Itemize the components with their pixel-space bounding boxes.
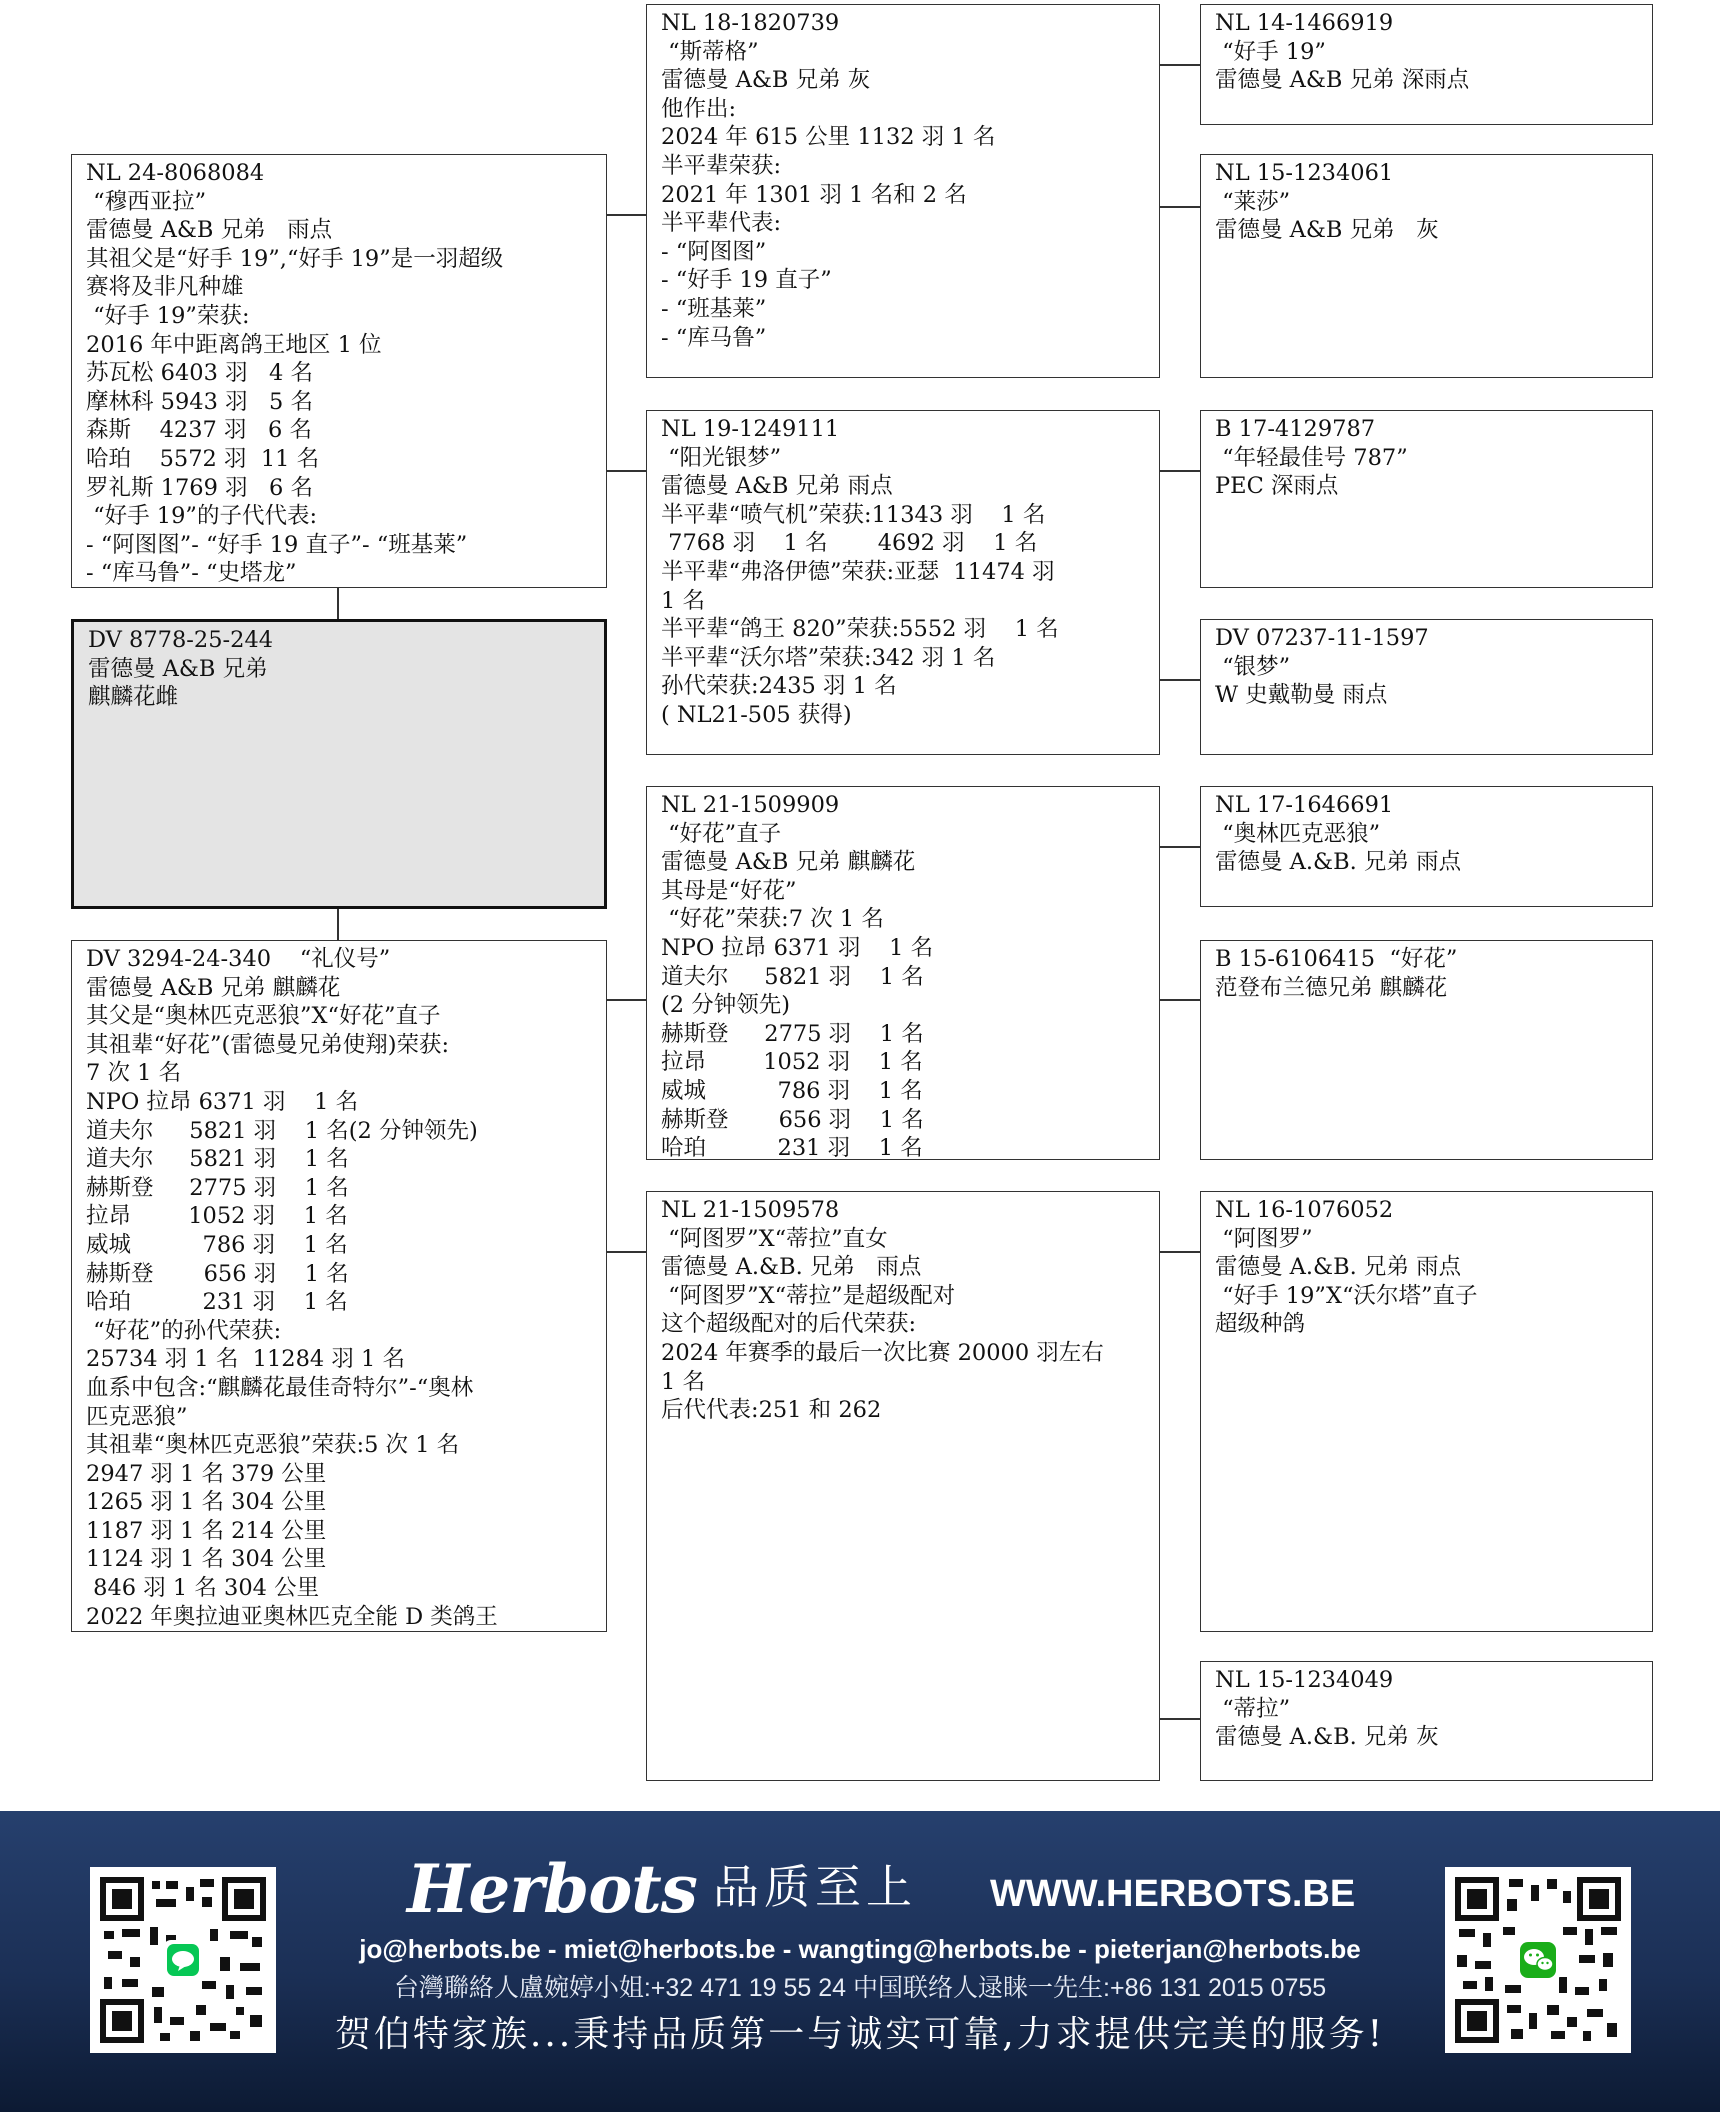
pedigree-line: 半平辈“鸽王 820”荣获:5552 羽 1 名 xyxy=(661,616,1059,643)
pedigree-line: NL 15-1234049 xyxy=(1215,1667,1394,1693)
pedigree-line: 赫斯登 656 羽 1 名 xyxy=(86,1260,349,1287)
connector-gg-1 xyxy=(1160,64,1200,66)
pedigree-line: 罗礼斯 1769 羽 6 名 xyxy=(86,474,313,501)
pedigree-line: PEC 深雨点 xyxy=(1215,473,1339,500)
pedigree-line: NL 19-1249111 xyxy=(661,416,840,442)
slogan: 品质至上 xyxy=(713,1860,917,1914)
connector-gg-7 xyxy=(1160,1251,1200,1253)
pedigree-line: ( NL21-505 获得) xyxy=(661,701,852,728)
pedigree-line: “好手 19” xyxy=(1215,38,1326,65)
pedigree-line: 道夫尔 5821 羽 1 名 xyxy=(86,1146,349,1173)
pedigree-line: 摩林科 5943 羽 5 名 xyxy=(86,388,313,415)
pedigree-line: NL 21-1509578 xyxy=(661,1197,840,1223)
qr-code-wechat[interactable] xyxy=(1445,1867,1631,2053)
great-grandparent-box-1 xyxy=(1200,4,1653,125)
great-grandparent-box-6 xyxy=(1200,940,1653,1160)
pedigree-line: “蒂拉” xyxy=(1215,1695,1291,1722)
pedigree-line: - “库马鲁” xyxy=(661,324,767,351)
pedigree-line: “好手 19”X“沃尔塔”直子 xyxy=(1215,1282,1478,1309)
pedigree-line: 威城 786 羽 1 名 xyxy=(86,1231,348,1258)
pedigree-line: (2 分钟领先) xyxy=(661,992,791,1019)
pedigree-line: “好手 19”荣获: xyxy=(86,302,250,329)
pedigree-line: B 15-6106415 “好花” xyxy=(1215,946,1458,972)
pedigree-line: W 史戴勒曼 雨点 xyxy=(1215,682,1388,709)
connector-sire-to-parents xyxy=(607,214,646,216)
connector-gg-4 xyxy=(1160,679,1200,681)
connector-gg-5 xyxy=(1160,846,1200,848)
pedigree-line: DV 8778-25-244 xyxy=(88,627,274,653)
sire-dam-box xyxy=(646,410,1160,755)
pedigree-line: 雷德曼 A.&B. 兄弟 灰 xyxy=(1215,1724,1439,1751)
connector-sire-to-parents-2 xyxy=(607,470,646,472)
pedigree-line: 半平辈荣获: xyxy=(661,152,782,179)
pedigree-line: 半平辈“弗洛伊德”荣获:亚瑟 11474 羽 xyxy=(661,558,1055,585)
dam-sire-box xyxy=(646,786,1160,1160)
pedigree-line: 25734 羽 1 名 11284 羽 1 名 xyxy=(86,1346,405,1373)
pedigree-line: DV 3294-24-340 “礼仪号” xyxy=(86,946,391,972)
pedigree-line: 雷德曼 A.&B. 兄弟 雨点 xyxy=(661,1254,922,1281)
pedigree-line: “阿图罗”X“蒂拉”是超级配对 xyxy=(661,1282,956,1309)
pedigree-line: 雷德曼 A&B 兄弟 雨点 xyxy=(661,473,893,500)
pedigree-line: 赫斯登 2775 羽 1 名 xyxy=(661,1020,924,1047)
pedigree-line: “好花”直子 xyxy=(661,820,782,847)
pedigree-line: “奥林匹克恶狼” xyxy=(1215,820,1381,847)
pedigree-line: 1187 羽 1 名 214 公里 xyxy=(86,1517,327,1544)
pedigree-line: “好手 19”的子代代表: xyxy=(86,503,318,530)
pedigree-line: - “班基莱” xyxy=(661,295,767,322)
pedigree-line: 麒麟花雌 xyxy=(88,684,179,711)
pedigree-line: 森斯 4237 羽 6 名 xyxy=(86,417,312,444)
pedigree-line: 1 名 xyxy=(661,1368,705,1395)
pedigree-line: 雷德曼 A&B 兄弟 深雨点 xyxy=(1215,67,1470,94)
great-grandparent-box-4 xyxy=(1200,619,1653,755)
contact-phones: 台灣聯絡人盧婉婷小姐:+32 471 19 55 24 中国联络人逯睐一先生:+86 131 2015 0755 xyxy=(393,1974,1327,2002)
great-grandparent-box-8 xyxy=(1200,1661,1653,1781)
pedigree-line: 雷德曼 A&B 兄弟 麒麟花 xyxy=(661,849,916,876)
pedigree-line: 后代代表:251 和 262 xyxy=(661,1397,882,1424)
pedigree-line: 拉昂 1052 羽 1 名 xyxy=(86,1203,348,1230)
pedigree-line: 匹克恶狼” xyxy=(86,1403,188,1430)
pedigree-line: NL 16-1076052 xyxy=(1215,1197,1394,1223)
pedigree-line: “阿图罗”X“蒂拉”直女 xyxy=(661,1225,888,1252)
pedigree-line: 半平辈“喷气机”荣获:11343 羽 1 名 xyxy=(661,501,1046,528)
pedigree-line: B 17-4129787 xyxy=(1215,416,1376,442)
pedigree-line: NPO 拉昂 6371 羽 1 名 xyxy=(661,934,934,961)
pedigree-line: “好花”荣获:7 次 1 名 xyxy=(661,906,884,933)
pedigree-line: 2021 年 1301 羽 1 名和 2 名 xyxy=(661,181,967,208)
pedigree-line: 范登布兰德兄弟 麒麟花 xyxy=(1215,974,1448,1001)
pedigree-line: 超级种鸽 xyxy=(1215,1311,1306,1338)
pedigree-line: 赫斯登 2775 羽 1 名 xyxy=(86,1174,349,1201)
pedigree-line: 846 羽 1 名 304 公里 xyxy=(86,1575,320,1602)
connector-dam-to-parents xyxy=(607,999,646,1001)
pedigree-line: “阿图罗” xyxy=(1215,1225,1313,1252)
pedigree-line: 道夫尔 5821 羽 1 名 xyxy=(661,963,924,990)
email-addresses[interactable]: jo@herbots.be - miet@herbots.be - wangting@herbots.be - pieterjan@herbots.be xyxy=(359,1934,1361,1964)
pedigree-line: 这个超级配对的后代荣获: xyxy=(661,1311,917,1338)
great-grandparent-box-5 xyxy=(1200,786,1653,907)
sire-box xyxy=(71,154,607,588)
pedigree-line: 赛将及非凡种雄 xyxy=(86,274,244,301)
pedigree-line: 赫斯登 656 羽 1 名 xyxy=(661,1106,924,1133)
connector-gg-8 xyxy=(1160,1718,1200,1720)
pedigree-line: “斯蒂格” xyxy=(661,38,759,65)
pedigree-line: 2016 年中距离鸽王地区 1 位 xyxy=(86,331,382,358)
pedigree-line: - “库马鲁”- “史塔龙” xyxy=(86,560,297,587)
pedigree-line: 雷德曼 A&B 兄弟 xyxy=(88,655,268,682)
pedigree-line: 1 名 xyxy=(661,587,705,614)
pedigree-line: 7 次 1 名 xyxy=(86,1060,182,1087)
pedigree-line: 雷德曼 A&B 兄弟 雨点 xyxy=(86,217,333,244)
pedigree-line: NL 15-1234061 xyxy=(1215,160,1394,186)
connector-subject-to-sire xyxy=(337,588,339,619)
herbots-logo: Herbots xyxy=(407,1850,697,1928)
connector-gg-3 xyxy=(1160,470,1200,472)
great-grandparent-box-3 xyxy=(1200,410,1653,588)
connector-gg-6 xyxy=(1160,999,1200,1001)
great-grandparent-box-7 xyxy=(1200,1191,1653,1632)
pedigree-line: 2022 年奥拉迪亚奥林匹克全能 D 类鸽王 xyxy=(86,1603,498,1630)
dam-box xyxy=(71,940,607,1632)
pedigree-line: 1124 羽 1 名 304 公里 xyxy=(86,1546,327,1573)
pedigree-line: “好花”的孙代荣获: xyxy=(86,1317,282,1344)
sire-sire-box xyxy=(646,4,1160,378)
wechat-icon xyxy=(1520,1942,1556,1978)
pedigree-line: “年轻最佳号 787” xyxy=(1215,444,1408,471)
pedigree-line: 雷德曼 A&B 兄弟 灰 xyxy=(661,67,871,94)
pedigree-line: NL 18-1820739 xyxy=(661,10,840,36)
pedigree-line: 哈珀 5572 羽 11 名 xyxy=(86,445,320,472)
pedigree-line: 血系中包含:“麒麟花最佳奇特尔”-“奥林 xyxy=(86,1374,474,1401)
connector-subject-to-dam xyxy=(337,909,339,940)
pedigree-line: - “好手 19 直子” xyxy=(661,267,832,294)
pedigree-line: 其祖辈“奥林匹克恶狼”荣获:5 次 1 名 xyxy=(86,1432,460,1459)
footer-banner xyxy=(0,1811,1720,2112)
pedigree-line: 哈珀 231 羽 1 名 xyxy=(86,1289,348,1316)
pedigree-line: 雷德曼 A.&B. 兄弟 雨点 xyxy=(1215,849,1462,876)
connector-dam-to-parents-2 xyxy=(607,1251,646,1253)
pedigree-line: 半平辈代表: xyxy=(661,210,782,237)
pedigree-line: 哈珀 231 羽 1 名 xyxy=(661,1135,923,1160)
pedigree-line: 其祖辈“好花”(雷德曼兄弟使翔)荣获: xyxy=(86,1031,450,1058)
website-link[interactable]: WWW.HERBOTS.BE xyxy=(990,1873,1356,1915)
pedigree-line: 2947 羽 1 名 379 公里 xyxy=(86,1460,327,1487)
pedigree-line: NL 17-1646691 xyxy=(1215,792,1394,818)
pedigree-line: - “阿图图”- “好手 19 直子”- “班基莱” xyxy=(86,531,468,558)
pedigree-line: “穆西亚拉” xyxy=(86,188,207,215)
connector-gg-2 xyxy=(1160,206,1200,208)
pedigree-line: “莱莎” xyxy=(1215,188,1291,215)
pedigree-line: 半平辈“沃尔塔”荣获:342 羽 1 名 xyxy=(661,644,996,671)
pedigree-line: NL 24-8068084 xyxy=(86,160,265,186)
pedigree-line: 雷德曼 A&B 兄弟 灰 xyxy=(1215,217,1439,244)
pedigree-line: 其母是“好花” xyxy=(661,877,797,904)
pedigree-line: - “阿图图” xyxy=(661,238,767,265)
dam-dam-box xyxy=(646,1191,1160,1781)
pedigree-line: DV 07237-11-1597 xyxy=(1215,625,1429,651)
pedigree-line: 7768 羽 1 名 4692 羽 1 名 xyxy=(661,530,1038,557)
pedigree-line: “阳光银梦” xyxy=(661,444,782,471)
pedigree-line: NPO 拉昂 6371 羽 1 名 xyxy=(86,1088,359,1115)
pedigree-line: NL 14-1466919 xyxy=(1215,10,1394,36)
pedigree-line: 他作出: xyxy=(661,95,737,122)
pedigree-line: 雷德曼 A.&B. 兄弟 雨点 xyxy=(1215,1254,1462,1281)
pedigree-line: 苏瓦松 6403 羽 4 名 xyxy=(86,360,313,387)
pedigree-line: 其祖父是“好手 19”,“好手 19”是一羽超级 xyxy=(86,245,504,272)
pedigree-line: “银梦” xyxy=(1215,653,1291,680)
pedigree-line: 2024 年赛季的最后一次比赛 20000 羽左右 xyxy=(661,1339,1104,1366)
pedigree-line: 雷德曼 A&B 兄弟 麒麟花 xyxy=(86,974,341,1001)
pedigree-line: 威城 786 羽 1 名 xyxy=(661,1077,923,1104)
great-grandparent-box-2 xyxy=(1200,154,1653,378)
pedigree-line: NL 21-1509909 xyxy=(661,792,840,818)
subject-box xyxy=(71,619,607,909)
tagline: 贺伯特家族...秉持品质第一与诚实可靠,力求提供完美的服务! xyxy=(334,2014,1386,2055)
brand-row xyxy=(395,1850,1356,1928)
pedigree-line: 道夫尔 5821 羽 1 名(2 分钟领先) xyxy=(86,1117,478,1144)
pedigree-line: 1265 羽 1 名 304 公里 xyxy=(86,1489,327,1516)
pedigree-line: 其父是“奥林匹克恶狼”X“好花”直子 xyxy=(86,1003,441,1030)
pedigree-line: 孙代荣获:2435 羽 1 名 xyxy=(661,673,897,700)
pedigree-line: 拉昂 1052 羽 1 名 xyxy=(661,1049,923,1076)
pedigree-line: 2024 年 615 公里 1132 羽 1 名 xyxy=(661,124,996,151)
